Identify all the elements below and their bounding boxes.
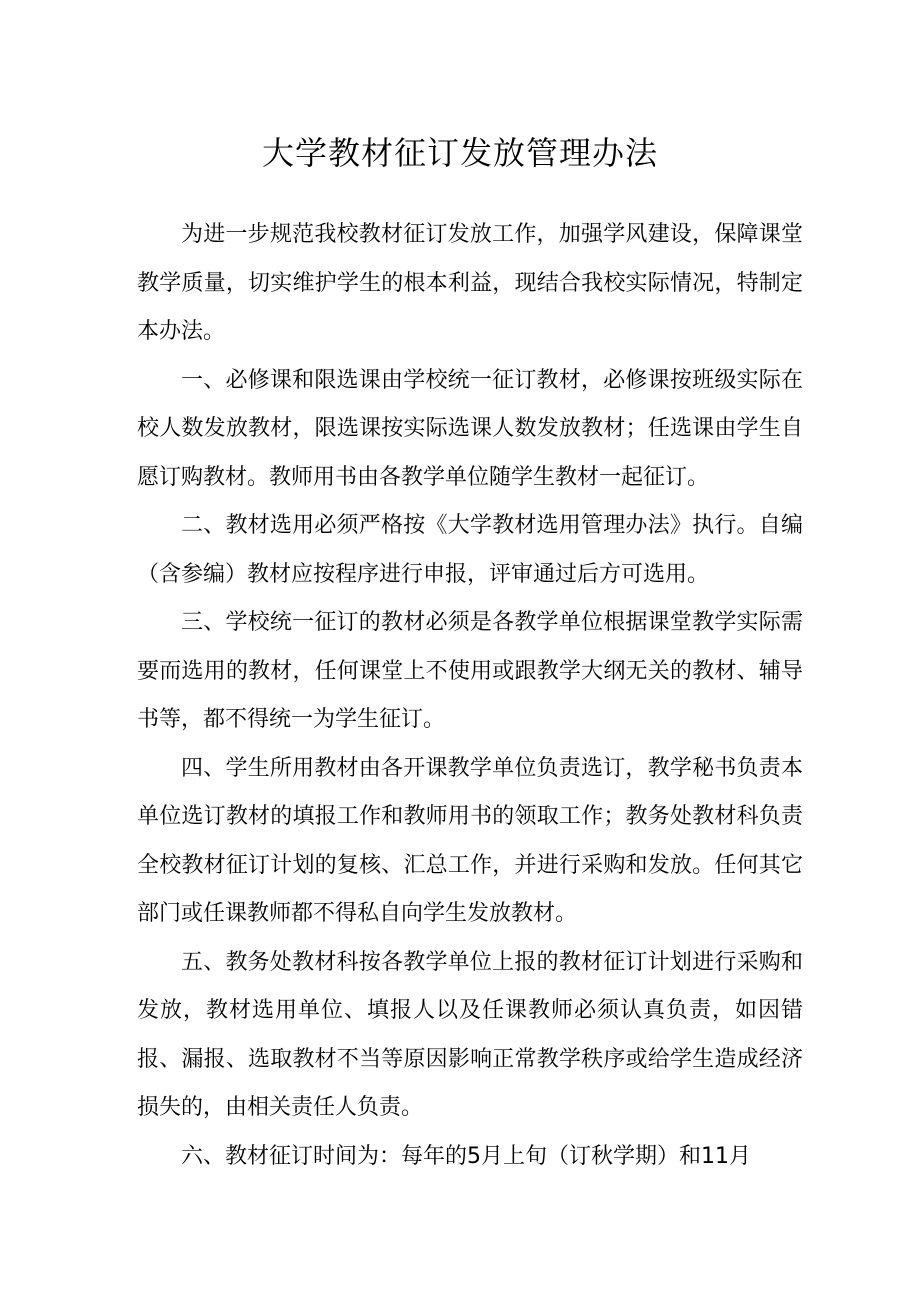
paragraph-article-3: 三、学校统一征订的教材必须是各教学单位根据课堂教学实际需要而选用的教材，任何课堂上不使用或跟教学大纲无关的教材、辅导书等，都不得统一为学生征订。	[137, 610, 803, 732]
paragraph-intro: 为进一步规范我校教材征订发放工作，加强学风建设，保障课堂教学质量，切实维护学生的根本利益，现结合我校实际情况，特制定本办法。	[137, 222, 803, 344]
document-body	[137, 211, 803, 1181]
paragraph-article-1: 一、必修课和限选课由学校统一征订教材，必修课按班级实际在校人数发放教材，限选课按实际选课人数发放教材；任选课由学生自愿订购教材。教师用书由各教学单位随学生教材一起征订。	[137, 367, 803, 490]
paragraph-article-2: 二、教材选用必须严格按《大学教材选用管理办法》执行。自编（含参编）教材应按程序进行申报，评审通过后方可选用。	[137, 513, 803, 587]
paragraph-article-6: 六、教材征订时间为：每年的5月上旬（订秋学期）和11月	[181, 1143, 751, 1169]
document-title: 大学教材征订发放管理办法	[261, 134, 658, 172]
paragraph-article-4: 四、学生所用教材由各开课教学单位负责选订，教学秘书负责本单位选订教材的填报工作和教师用书的领取工作；教务处教材科负责全校教材征订计划的复核、汇总工作，并进行采购和发放。任何其它部门或任课教师都不得私自向学生发放教材。	[137, 755, 803, 926]
paragraph-article-5: 五、教务处教材科按各教学单位上报的教材征订计划进行采购和发放，教材选用单位、填报人以及任课教师必须认真负责，如因错报、漏报、选取教材不当等原因影响正常教学秩序或给学生造成经济损失的，由相关责任人负责。	[137, 949, 803, 1120]
